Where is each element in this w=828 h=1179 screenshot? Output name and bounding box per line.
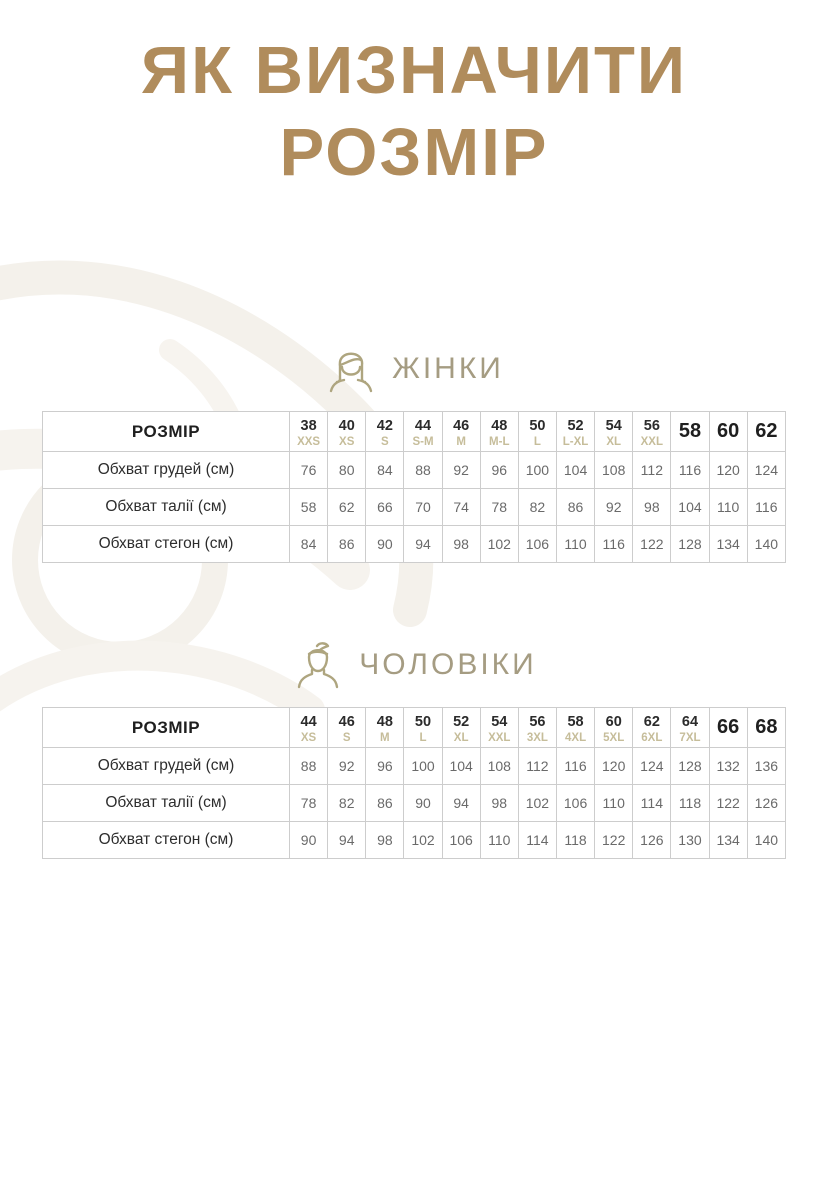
measurement-value: 78	[480, 489, 518, 526]
size-column-header	[556, 708, 594, 748]
page-title-line1: ЯК ВИЗНАЧИТИ	[140, 33, 688, 108]
size-letter: 3XL	[526, 731, 548, 744]
measurement-value: 100	[518, 452, 556, 489]
measurement-value: 106	[518, 526, 556, 563]
measurement-value: 88	[290, 748, 328, 785]
measurement-value: 140	[747, 526, 785, 563]
measurement-value: 66	[366, 489, 404, 526]
measurement-row	[43, 489, 786, 526]
measurement-value: 120	[595, 748, 633, 785]
section-label-women: ЖІНКИ	[392, 352, 504, 386]
size-number: 48	[491, 417, 508, 434]
measurement-value: 112	[633, 452, 671, 489]
measurement-row	[43, 785, 786, 822]
size-number: 40	[338, 417, 355, 434]
size-letter: S	[381, 435, 389, 448]
section-header-women	[0, 341, 828, 397]
measurement-label: Обхват грудей (см)	[43, 748, 290, 785]
size-number: 44	[414, 417, 432, 434]
measurement-value: 98	[366, 822, 404, 859]
size-letter: L	[419, 731, 427, 744]
size-number: 38	[300, 417, 317, 434]
size-column-header	[518, 708, 556, 748]
measurement-value: 118	[671, 785, 709, 822]
measurement-value: 122	[595, 822, 633, 859]
measurement-row	[43, 526, 786, 563]
size-number: 42	[376, 417, 393, 434]
measurement-value: 90	[404, 785, 442, 822]
size-letter: 7XL	[679, 731, 701, 744]
measurement-row	[43, 452, 786, 489]
size-letter: 6XL	[641, 731, 663, 744]
size-letter: XS	[339, 435, 355, 448]
measurement-value: 86	[366, 785, 404, 822]
measurement-value: 112	[518, 748, 556, 785]
size-letter: XL	[606, 435, 622, 448]
measurement-value: 94	[328, 822, 366, 859]
size-header-label: РОЗМІР	[43, 412, 290, 452]
size-number: 46	[338, 713, 355, 730]
size-number: 46	[453, 417, 470, 434]
measurement-label: Обхват грудей (см)	[43, 452, 290, 489]
size-letter: XXS	[297, 435, 321, 448]
size-column-header	[442, 708, 480, 748]
size-column-header	[404, 412, 442, 452]
size-letter: XL	[453, 731, 469, 744]
measurement-value: 98	[442, 526, 480, 563]
size-column-header	[290, 412, 328, 452]
measurement-value: 92	[595, 489, 633, 526]
size-letter: 5XL	[603, 731, 625, 744]
size-column-header: 68	[747, 708, 785, 748]
size-letter: XXL	[488, 731, 511, 744]
men-size-table	[42, 707, 786, 859]
size-number: 56	[643, 417, 660, 434]
size-column-header	[633, 708, 671, 748]
size-column-header: 62	[747, 412, 785, 452]
measurement-value: 116	[595, 526, 633, 563]
size-letter: S-M	[412, 435, 434, 448]
measurement-value: 110	[595, 785, 633, 822]
measurement-value: 110	[709, 489, 747, 526]
size-column-header	[595, 412, 633, 452]
size-column-header	[556, 412, 594, 452]
measurement-label: Обхват стегон (см)	[43, 526, 290, 563]
size-letter: XS	[300, 731, 317, 744]
measurement-value: 114	[518, 822, 556, 859]
measurement-value: 124	[747, 452, 785, 489]
size-column-header	[480, 412, 518, 452]
size-number: 60	[605, 713, 622, 730]
size-header-label: РОЗМІР	[43, 708, 290, 748]
size-column-header	[633, 412, 671, 452]
measurement-value: 116	[671, 452, 709, 489]
measurement-value: 90	[290, 822, 328, 859]
measurement-value: 62	[328, 489, 366, 526]
measurement-value: 132	[709, 748, 747, 785]
man-icon	[291, 637, 345, 693]
measurement-value: 124	[633, 748, 671, 785]
measurement-value: 86	[556, 489, 594, 526]
measurement-value: 102	[404, 822, 442, 859]
measurement-value: 122	[709, 785, 747, 822]
size-column-header	[595, 708, 633, 748]
size-number: 50	[529, 417, 546, 434]
size-column-header	[404, 708, 442, 748]
measurement-value: 128	[671, 526, 709, 563]
measurement-value: 96	[480, 452, 518, 489]
measurement-value: 116	[747, 489, 785, 526]
size-number: 54	[491, 713, 508, 730]
measurement-value: 104	[671, 489, 709, 526]
page-title	[0, 30, 828, 193]
measurement-value: 134	[709, 822, 747, 859]
size-column-header	[290, 708, 328, 748]
size-number: 50	[414, 713, 432, 730]
size-column-header	[442, 412, 480, 452]
measurement-value: 110	[556, 526, 594, 563]
size-table-header-row	[43, 412, 786, 452]
size-column-header: 66	[709, 708, 747, 748]
size-number: 52	[567, 417, 584, 434]
size-letter: M	[380, 731, 390, 744]
measurement-row	[43, 822, 786, 859]
measurement-value: 102	[480, 526, 518, 563]
size-number: 54	[605, 417, 622, 434]
size-number: 62	[643, 713, 660, 730]
measurement-value: 106	[442, 822, 480, 859]
size-column-header: 60	[709, 412, 747, 452]
size-letter: L-XL	[562, 435, 589, 448]
section-header-men	[0, 637, 828, 693]
size-number: 58	[567, 713, 584, 730]
measurement-label: Обхват талії (см)	[43, 785, 290, 822]
measurement-value: 74	[442, 489, 480, 526]
measurement-value: 98	[633, 489, 671, 526]
measurement-value: 108	[595, 452, 633, 489]
size-column-header	[518, 412, 556, 452]
measurement-row	[43, 748, 786, 785]
measurement-value: 82	[328, 785, 366, 822]
measurement-value: 96	[366, 748, 404, 785]
measurement-value: 84	[366, 452, 404, 489]
women-size-table	[42, 411, 786, 563]
size-number: 48	[376, 713, 393, 730]
measurement-value: 106	[556, 785, 594, 822]
measurement-value: 126	[747, 785, 785, 822]
measurement-value: 92	[328, 748, 366, 785]
measurement-value: 140	[747, 822, 785, 859]
section-label-men: ЧОЛОВІКИ	[359, 648, 537, 682]
woman-icon	[324, 341, 378, 397]
measurement-value: 122	[633, 526, 671, 563]
size-letter: M	[456, 435, 466, 448]
measurement-value: 134	[709, 526, 747, 563]
measurement-value: 102	[518, 785, 556, 822]
measurement-value: 104	[442, 748, 480, 785]
size-letter: 4XL	[565, 731, 587, 744]
measurement-value: 130	[671, 822, 709, 859]
measurement-value: 78	[290, 785, 328, 822]
measurement-value: 86	[328, 526, 366, 563]
size-column-header: 58	[671, 412, 709, 452]
measurement-value: 90	[366, 526, 404, 563]
measurement-value: 126	[633, 822, 671, 859]
measurement-value: 128	[671, 748, 709, 785]
size-table-header-row	[43, 708, 786, 748]
size-letter: M-L	[489, 435, 510, 448]
measurement-value: 118	[556, 822, 594, 859]
size-column-header	[480, 708, 518, 748]
size-column-header	[366, 708, 404, 748]
measurement-value: 120	[709, 452, 747, 489]
measurement-value: 100	[404, 748, 442, 785]
measurement-value: 104	[556, 452, 594, 489]
size-number: 56	[529, 713, 546, 730]
size-letter: XXL	[640, 435, 664, 448]
size-column-header	[671, 708, 709, 748]
size-column-header	[328, 412, 366, 452]
size-letter: S	[342, 731, 351, 744]
measurement-value: 94	[442, 785, 480, 822]
measurement-value: 116	[556, 748, 594, 785]
size-guide-page	[0, 30, 828, 1179]
measurement-value: 98	[480, 785, 518, 822]
measurement-value: 136	[747, 748, 785, 785]
size-column-header	[328, 708, 366, 748]
measurement-value: 110	[480, 822, 518, 859]
size-number: 64	[681, 713, 699, 730]
measurement-value: 82	[518, 489, 556, 526]
measurement-value: 80	[328, 452, 366, 489]
measurement-value: 88	[404, 452, 442, 489]
measurement-label: Обхват талії (см)	[43, 489, 290, 526]
measurement-value: 94	[404, 526, 442, 563]
measurement-label: Обхват стегон (см)	[43, 822, 290, 859]
measurement-value: 108	[480, 748, 518, 785]
size-number: 52	[453, 713, 470, 730]
size-column-header	[366, 412, 404, 452]
size-number: 44	[300, 713, 317, 730]
size-letter: L	[533, 435, 541, 448]
measurement-value: 84	[290, 526, 328, 563]
measurement-value: 76	[290, 452, 328, 489]
page-title-line2: РОЗМІР	[279, 114, 549, 190]
measurement-value: 114	[633, 785, 671, 822]
measurement-value: 70	[404, 489, 442, 526]
measurement-value: 92	[442, 452, 480, 489]
measurement-value: 58	[290, 489, 328, 526]
